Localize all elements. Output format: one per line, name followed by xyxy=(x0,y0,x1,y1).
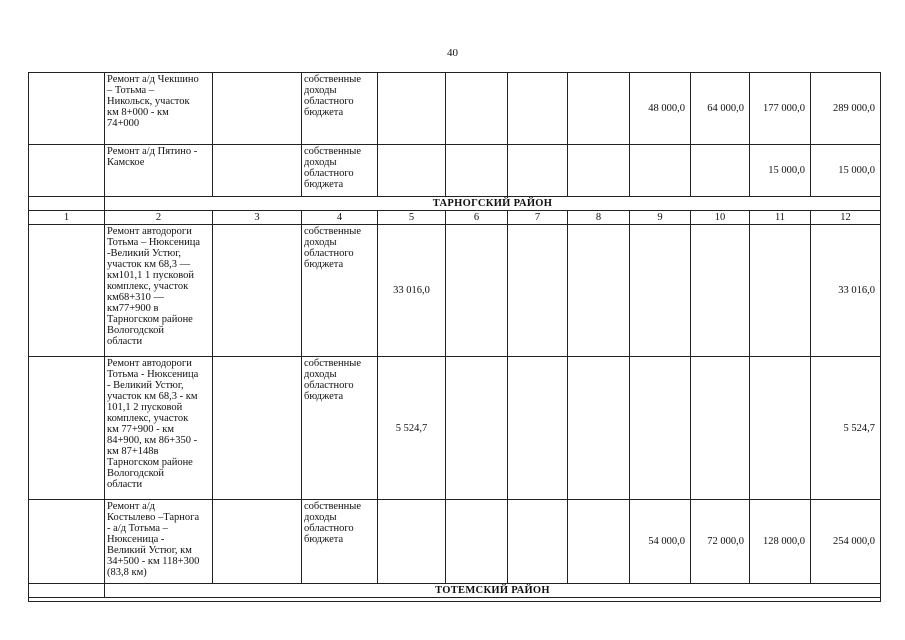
value-col9: 54 000,0 xyxy=(630,500,691,584)
table-row xyxy=(29,500,881,584)
value-col11 xyxy=(750,225,811,357)
col-number: 8 xyxy=(568,211,630,225)
table-row xyxy=(29,73,881,145)
value-col10: 72 000,0 xyxy=(691,500,750,584)
funding-source: собственные доходы областного бюджета xyxy=(302,73,378,145)
value-col5: 5 524,7 xyxy=(378,357,446,500)
value-col5: 33 016,0 xyxy=(378,225,446,357)
col-number: 3 xyxy=(213,211,302,225)
object-name: Ремонт автодороги Тотьма - Нюксеница - Великий Устюг, участок км 68,3 - км 101,1 2 пусковой комплекс, участок км 77+900 - км 84+900, км 86+350 - км 87+148в Тарногском районе Вологодской области xyxy=(105,357,213,500)
value-col11 xyxy=(750,357,811,500)
value-total: 5 524,7 xyxy=(811,357,881,500)
object-name: Ремонт а/д Костылево –Тарнога - а/д Тотьма – Нюксеница - Великий Устюг, км 34+500 - км 118+300 (83,8 км) xyxy=(105,500,213,584)
value-col10 xyxy=(691,225,750,357)
value-total: 289 000,0 xyxy=(811,73,881,145)
value-col9: 48 000,0 xyxy=(630,73,691,145)
region-title-tarnoga: ТАРНОГСКИЙ РАЙОН xyxy=(105,197,881,211)
object-name: Ремонт автодороги Тотьма – Нюксеница -Великий Устюг, участок км 68,3 — км101,1 1 пусковой комплекс, участок км68+310 — км77+900 в Тарногском районе Вологодской области xyxy=(105,225,213,357)
region-row xyxy=(29,197,881,211)
value-col10: 64 000,0 xyxy=(691,73,750,145)
col-number: 7 xyxy=(508,211,568,225)
col-number: 11 xyxy=(750,211,811,225)
value-col10 xyxy=(691,145,750,197)
value-col9 xyxy=(630,357,691,500)
value-col5 xyxy=(378,500,446,584)
column-number-header xyxy=(29,211,881,225)
value-col11: 15 000,0 xyxy=(750,145,811,197)
table-row xyxy=(29,145,881,197)
value-col11: 177 000,0 xyxy=(750,73,811,145)
col-number: 1 xyxy=(29,211,105,225)
value-col9 xyxy=(630,225,691,357)
funding-source: собственные доходы областного бюджета xyxy=(302,500,378,584)
value-col11: 128 000,0 xyxy=(750,500,811,584)
cell-col1 xyxy=(29,73,105,145)
value-col10 xyxy=(691,357,750,500)
cell-col3 xyxy=(213,73,302,145)
value-total: 15 000,0 xyxy=(811,145,881,197)
col-number: 12 xyxy=(811,211,881,225)
region-title-totma: ТОТЕМСКИЙ РАЙОН xyxy=(105,584,881,598)
region-row xyxy=(29,584,881,598)
table-row xyxy=(29,357,881,500)
funding-source: собственные доходы областного бюджета xyxy=(302,145,378,197)
funding-source: собственные доходы областного бюджета xyxy=(302,225,378,357)
value-col9 xyxy=(630,145,691,197)
col-number: 4 xyxy=(302,211,378,225)
col-number: 5 xyxy=(378,211,446,225)
table-row xyxy=(29,225,881,357)
funding-source: собственные доходы областного бюджета xyxy=(302,357,378,500)
value-total: 254 000,0 xyxy=(811,500,881,584)
budget-table xyxy=(28,72,881,602)
value-total: 33 016,0 xyxy=(811,225,881,357)
col-number: 2 xyxy=(105,211,213,225)
object-name: Ремонт а/д Пятино - Камское xyxy=(105,145,213,197)
col-number: 9 xyxy=(630,211,691,225)
object-name: Ремонт а/д Чекшино – Тотьма – Никольск, участок км 8+000 - км 74+000 xyxy=(105,73,213,145)
col-number: 10 xyxy=(691,211,750,225)
col-number: 6 xyxy=(446,211,508,225)
page-number: 40 xyxy=(447,47,458,59)
